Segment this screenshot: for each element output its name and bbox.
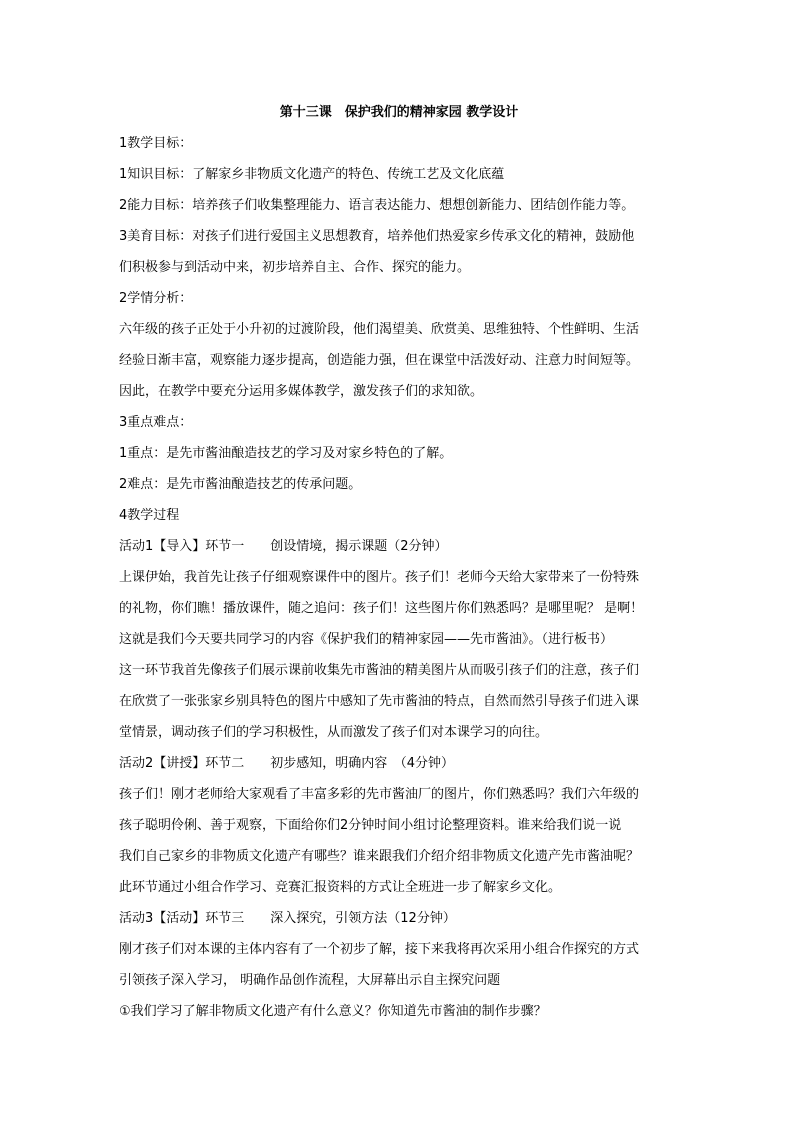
document-body — [119, 128, 679, 1027]
paragraph-line: 的礼物，你们瞧！播放课件，随之追问：孩子们！这些图片你们熟悉吗？是哪里呢？ 是啊！ — [119, 601, 644, 616]
paragraph-line: 堂情景，调动孩子们的学习积极性，从而激发了孩子们对本课学习的向往。 — [119, 725, 549, 740]
paragraph-line: 2难点：是先市酱油酿造技艺的传承问题。 — [119, 477, 362, 492]
section-heading-process: 4教学过程 — [119, 508, 180, 523]
paragraph-line: 1重点：是先市酱油酿造技艺的学习及对家乡特色的了解。 — [119, 446, 453, 461]
paragraph-line: 经验日渐丰富，观察能力逐步提高，创造能力强，但在课堂中活泼好动、注意力时间短等。 — [119, 353, 640, 368]
paragraph-line: 刚才孩子们对本课的主体内容有了一个初步了解，接下来我将再次采用小组合作探究的方式 — [119, 942, 640, 957]
section-heading-objectives: 1教学目标： — [119, 136, 193, 151]
section-heading-key-points: 3重点难点： — [119, 415, 193, 430]
paragraph-line: 上课伊始，我首先让孩子仔细观察课件中的图片。孩子们！老师今天给大家带来了一份特殊 — [119, 570, 640, 585]
paragraph-line: 六年级的孩子正处于小升初的过渡阶段，他们渴望美、欣赏美、思维独特、个性鲜明、生活 — [119, 322, 640, 337]
document-page — [119, 98, 679, 1027]
activity-heading-2: 活动2【讲授】环节二 初步感知，明确内容 （4分钟） — [119, 756, 455, 771]
paragraph-line: 这一环节我首先像孩子们展示课前收集先市酱油的精美图片从而吸引孩子们的注意，孩子们 — [119, 663, 640, 678]
paragraph-line: 因此，在教学中要充分运用多媒体教学，激发孩子们的求知欲。 — [119, 384, 484, 399]
activity-heading-3: 活动3【活动】环节三 深入探究，引领方法（12分钟） — [119, 911, 456, 926]
activity-heading-1: 活动1【导入】环节一 创设情境，揭示课题（2分钟） — [119, 539, 448, 554]
paragraph-line: 我们自己家乡的非物质文化遗产有哪些？谁来跟我们介绍介绍非物质文化遗产先市酱油呢？ — [119, 849, 640, 864]
section-heading-analysis: 2学情分析： — [119, 291, 193, 306]
document-title: 第十三课 保护我们的精神家园 教学设计 — [279, 105, 519, 120]
paragraph-line: 们积极参与到活动中来，初步培养自主、合作、探究的能力。 — [119, 260, 471, 275]
question-line: ①我们学习了解非物质文化遗产有什么意义？你知道先市酱油的制作步骤？ — [119, 1004, 547, 1019]
paragraph-line: 这就是我们今天要共同学习的内容《保护我们的精神家园——先市酱油》。（进行板书） — [119, 632, 614, 647]
paragraph-line: 2能力目标：培养孩子们收集整理能力、语言表达能力、想想创新能力、团结创作能力等。 — [119, 198, 635, 213]
paragraph-line: 此环节通过小组合作学习、竞赛汇报资料的方式让全班进一步了解家乡文化。 — [119, 880, 562, 895]
paragraph-line: 孩子聪明伶俐、善于观察，下面给你们2分钟时间小组讨论整理资料。谁来给我们说一说 — [119, 818, 622, 833]
paragraph-line: 引领孩子深入学习， 明确作品创作流程，大屏幕出示自主探究问题 — [119, 973, 501, 988]
paragraph-line: 1知识目标：了解家乡非物质文化遗产的特色、传统工艺及文化底蕴 — [119, 167, 505, 182]
paragraph-line: 3美育目标：对孩子们进行爱国主义思想教育，培养他们热爱家乡传承文化的精神，鼓励他 — [119, 229, 635, 244]
paragraph-line: 孩子们！刚才老师给大家观看了丰富多彩的先市酱油厂的图片，你们熟悉吗？我们六年级的 — [119, 787, 640, 802]
paragraph-line: 在欣赏了一张张家乡别具特色的图片中感知了先市酱油的特点，自然而然引导孩子们进入课 — [119, 694, 640, 709]
